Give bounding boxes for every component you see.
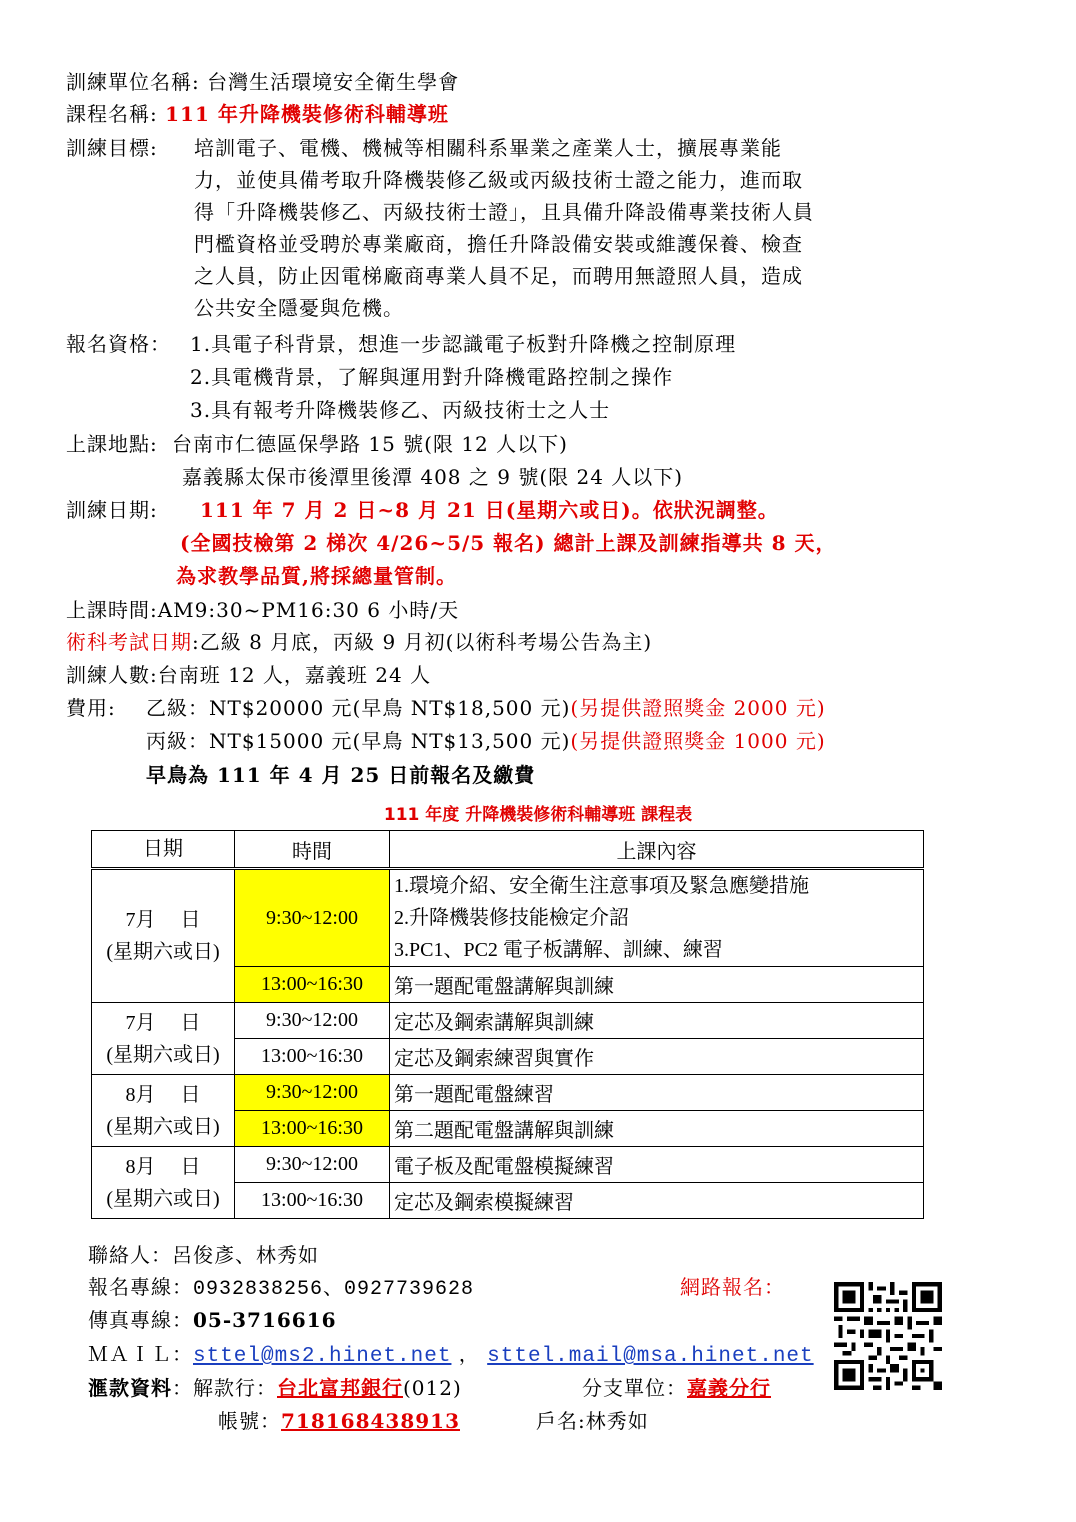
early-bird: 早鳥為 111 年 4 月 25 日前報名及繳費 xyxy=(146,763,536,787)
weekday-text: (星期六或日) xyxy=(106,1115,220,1138)
mail-line xyxy=(88,1337,814,1374)
bank-value: 台北富邦銀行 xyxy=(277,1376,403,1400)
fee-c: 丙級：NT$15000 元(早鳥 NT$13,500 元) xyxy=(146,729,571,753)
date-line: 為求教學品質,將採總量管制。 xyxy=(176,564,457,588)
content-line: 2.升降機裝修技能檢定介詔 xyxy=(394,907,629,929)
col-content: 上課內容 xyxy=(390,831,924,869)
time-cell: 9:30~12:00 xyxy=(235,1003,390,1039)
course-label: 課程名稱: xyxy=(66,102,158,126)
date-label: 訓練日期: xyxy=(66,498,158,522)
goal-line: 培訓電子、電機、機械等相關科系畢業之產業人士，擴展專業能 xyxy=(194,136,782,160)
weekday-text: (星期六或日) xyxy=(106,941,220,963)
col-date: 日期 xyxy=(92,831,235,869)
remit-label: 滙款資料 xyxy=(88,1376,172,1400)
table-row xyxy=(92,869,924,967)
branch-label: 分支單位： xyxy=(582,1376,687,1400)
content-line: 3.PC1、PC2 電子板講解、訓練、練習 xyxy=(394,939,723,961)
date-text: 8月 日 xyxy=(125,1155,201,1178)
table-row xyxy=(92,1075,924,1111)
branch-value: 嘉義分行 xyxy=(687,1376,771,1400)
fee-label: 費用: xyxy=(66,696,116,720)
exam-line xyxy=(66,626,652,658)
qual-line: 3.具有報考升降機裝修乙、丙級技術士之人士 xyxy=(190,398,611,422)
table-row xyxy=(92,1003,924,1039)
phone-line xyxy=(88,1270,474,1307)
bank-code: (012) xyxy=(403,1376,462,1400)
trainee-count: 訓練人數:台南班 12 人，嘉義班 24 人 xyxy=(66,663,432,687)
table-row xyxy=(92,1147,924,1183)
unit-value: 台灣生活環境安全衛生學會 xyxy=(207,70,460,94)
account-value: 718168438913 xyxy=(281,1409,460,1433)
fax-line xyxy=(88,1303,337,1337)
account-holder: 戶名:林秀如 xyxy=(536,1409,649,1433)
exam-label: 術科考試日期 xyxy=(66,630,192,654)
account-line xyxy=(218,1404,460,1438)
class-time: 上課時間:AM9:30~PM16:30 6 小時/天 xyxy=(66,598,460,622)
content-cell: 定芯及鋼索練習與實作 xyxy=(390,1039,924,1075)
remit-line xyxy=(88,1371,462,1405)
fee-b: 乙級：NT$20000 元(早鳥 NT$18,500 元) xyxy=(146,696,571,720)
unit-label: 訓練單位名稱: xyxy=(66,70,200,94)
col-time: 時間 xyxy=(235,831,390,869)
mail-link-2[interactable]: sttel.mail@msa.hinet.net xyxy=(487,1345,814,1368)
mail-link-1[interactable]: sttel@ms2.hinet.net xyxy=(193,1345,452,1368)
time-cell: 13:00~16:30 xyxy=(235,967,390,1003)
unit-line xyxy=(66,66,459,98)
branch-line xyxy=(582,1371,771,1405)
fee-c-line xyxy=(146,725,826,757)
content-cell: 定芯及鋼索講解與訓練 xyxy=(390,1003,924,1039)
exam-value: :乙級 8 月底，丙級 9 月初(以術科考場公告為主) xyxy=(192,630,653,654)
fax-value: 05-3716616 xyxy=(193,1308,337,1332)
online-label: 網路報名： xyxy=(680,1275,785,1299)
date-cell xyxy=(92,1003,235,1075)
content-cell: 電子板及配電盤模擬練習 xyxy=(390,1147,924,1183)
course-line xyxy=(66,98,449,130)
date-text: 7月 日 xyxy=(125,1011,201,1034)
qual-label: 報名資格： xyxy=(66,332,171,356)
schedule-table xyxy=(91,830,924,1219)
content-cell: 第一題配電盤講解與訓練 xyxy=(390,967,924,1003)
qual-line: 2.具電機背景，了解與運用對升降機電路控制之操作 xyxy=(190,365,674,389)
content-line: 1.環境介紹、安全衛生注意事項及緊急應變措施 xyxy=(394,875,809,897)
mail-label: ＭＡＩＬ： xyxy=(88,1342,193,1366)
time-cell: 9:30~12:00 xyxy=(235,869,390,967)
bank-label: ：解款行： xyxy=(172,1376,277,1400)
fee-c-bonus: (另提供證照獎金 1000 元) xyxy=(570,729,826,753)
course-year: 111 年 xyxy=(165,102,239,126)
contact-person: 聯絡人：呂俊彥、林秀如 xyxy=(88,1243,319,1267)
goal-line: 之人員，防止因電梯廠商專業人員不足，而聘用無證照人員，造成 xyxy=(194,264,803,288)
time-cell: 9:30~12:00 xyxy=(235,1147,390,1183)
table-header-row xyxy=(92,831,924,869)
date-cell xyxy=(92,1075,235,1147)
content-cell: 第一題配電盤練習 xyxy=(390,1075,924,1111)
place-line: 台南市仁德區保學路 15 號(限 12 人以下) xyxy=(172,432,568,456)
goal-line: 公共安全隱憂與危機。 xyxy=(194,296,404,320)
time-cell: 13:00~16:30 xyxy=(235,1183,390,1219)
goal-line: 門檻資格並受聘於專業廠商，擔任升降設備安裝或維護保養、檢查 xyxy=(194,232,803,256)
weekday-text: (星期六或日) xyxy=(106,1043,220,1066)
date-text: 8月 日 xyxy=(125,1083,201,1106)
schedule-title: 111 年度 升降機裝修術科輔導班 課程表 xyxy=(383,805,693,825)
time-cell: 13:00~16:30 xyxy=(235,1039,390,1075)
qual-line: 1.具電子科背景，想進一步認識電子板對升降機之控制原理 xyxy=(190,332,737,356)
time-cell: 9:30~12:00 xyxy=(235,1075,390,1111)
place-line: 嘉義縣太保市後潭里後潭 408 之 9 號(限 24 人以下) xyxy=(182,465,684,489)
place-label: 上課地點: xyxy=(66,432,158,456)
content-cell: 定芯及鋼索模擬練習 xyxy=(390,1183,924,1219)
mail-separator: ， xyxy=(451,1342,480,1366)
goal-line: 力，並使具備考取升降機裝修乙級或丙級技術士證之能力，進而取 xyxy=(194,168,803,192)
time-cell: 13:00~16:30 xyxy=(235,1111,390,1147)
date-cell xyxy=(92,869,235,1003)
fee-b-line xyxy=(146,692,826,724)
date-line: (全國技檢第 2 梯次 4/26~5/5 報名) 總計上課及訓練指導共 8 天， xyxy=(180,531,837,555)
fax-label: 傳真專線： xyxy=(88,1308,193,1332)
qr-code-icon[interactable] xyxy=(834,1282,942,1390)
weekday-text: (星期六或日) xyxy=(106,1187,220,1210)
phone-value: 0932838256、0927739628 xyxy=(193,1278,475,1301)
content-cell: 第二題配電盤講解與訓練 xyxy=(390,1111,924,1147)
goal-line: 得「升降機裝修乙、丙級技術士證」，且具備升降設備專業技術人員 xyxy=(194,200,814,224)
phone-label: 報名專線： xyxy=(88,1275,193,1299)
date-line: 111 年 7 月 2 日~8 月 21 日(星期六或日)。依狀況調整。 xyxy=(200,498,779,522)
content-cell xyxy=(390,869,924,967)
course-value: 升降機裝修術科輔導班 xyxy=(238,102,449,126)
goal-label: 訓練目標: xyxy=(66,136,158,160)
fee-b-bonus: (另提供證照獎金 2000 元) xyxy=(570,696,826,720)
date-cell xyxy=(92,1147,235,1219)
date-text: 7月 日 xyxy=(125,909,201,931)
account-label: 帳號： xyxy=(218,1409,281,1433)
